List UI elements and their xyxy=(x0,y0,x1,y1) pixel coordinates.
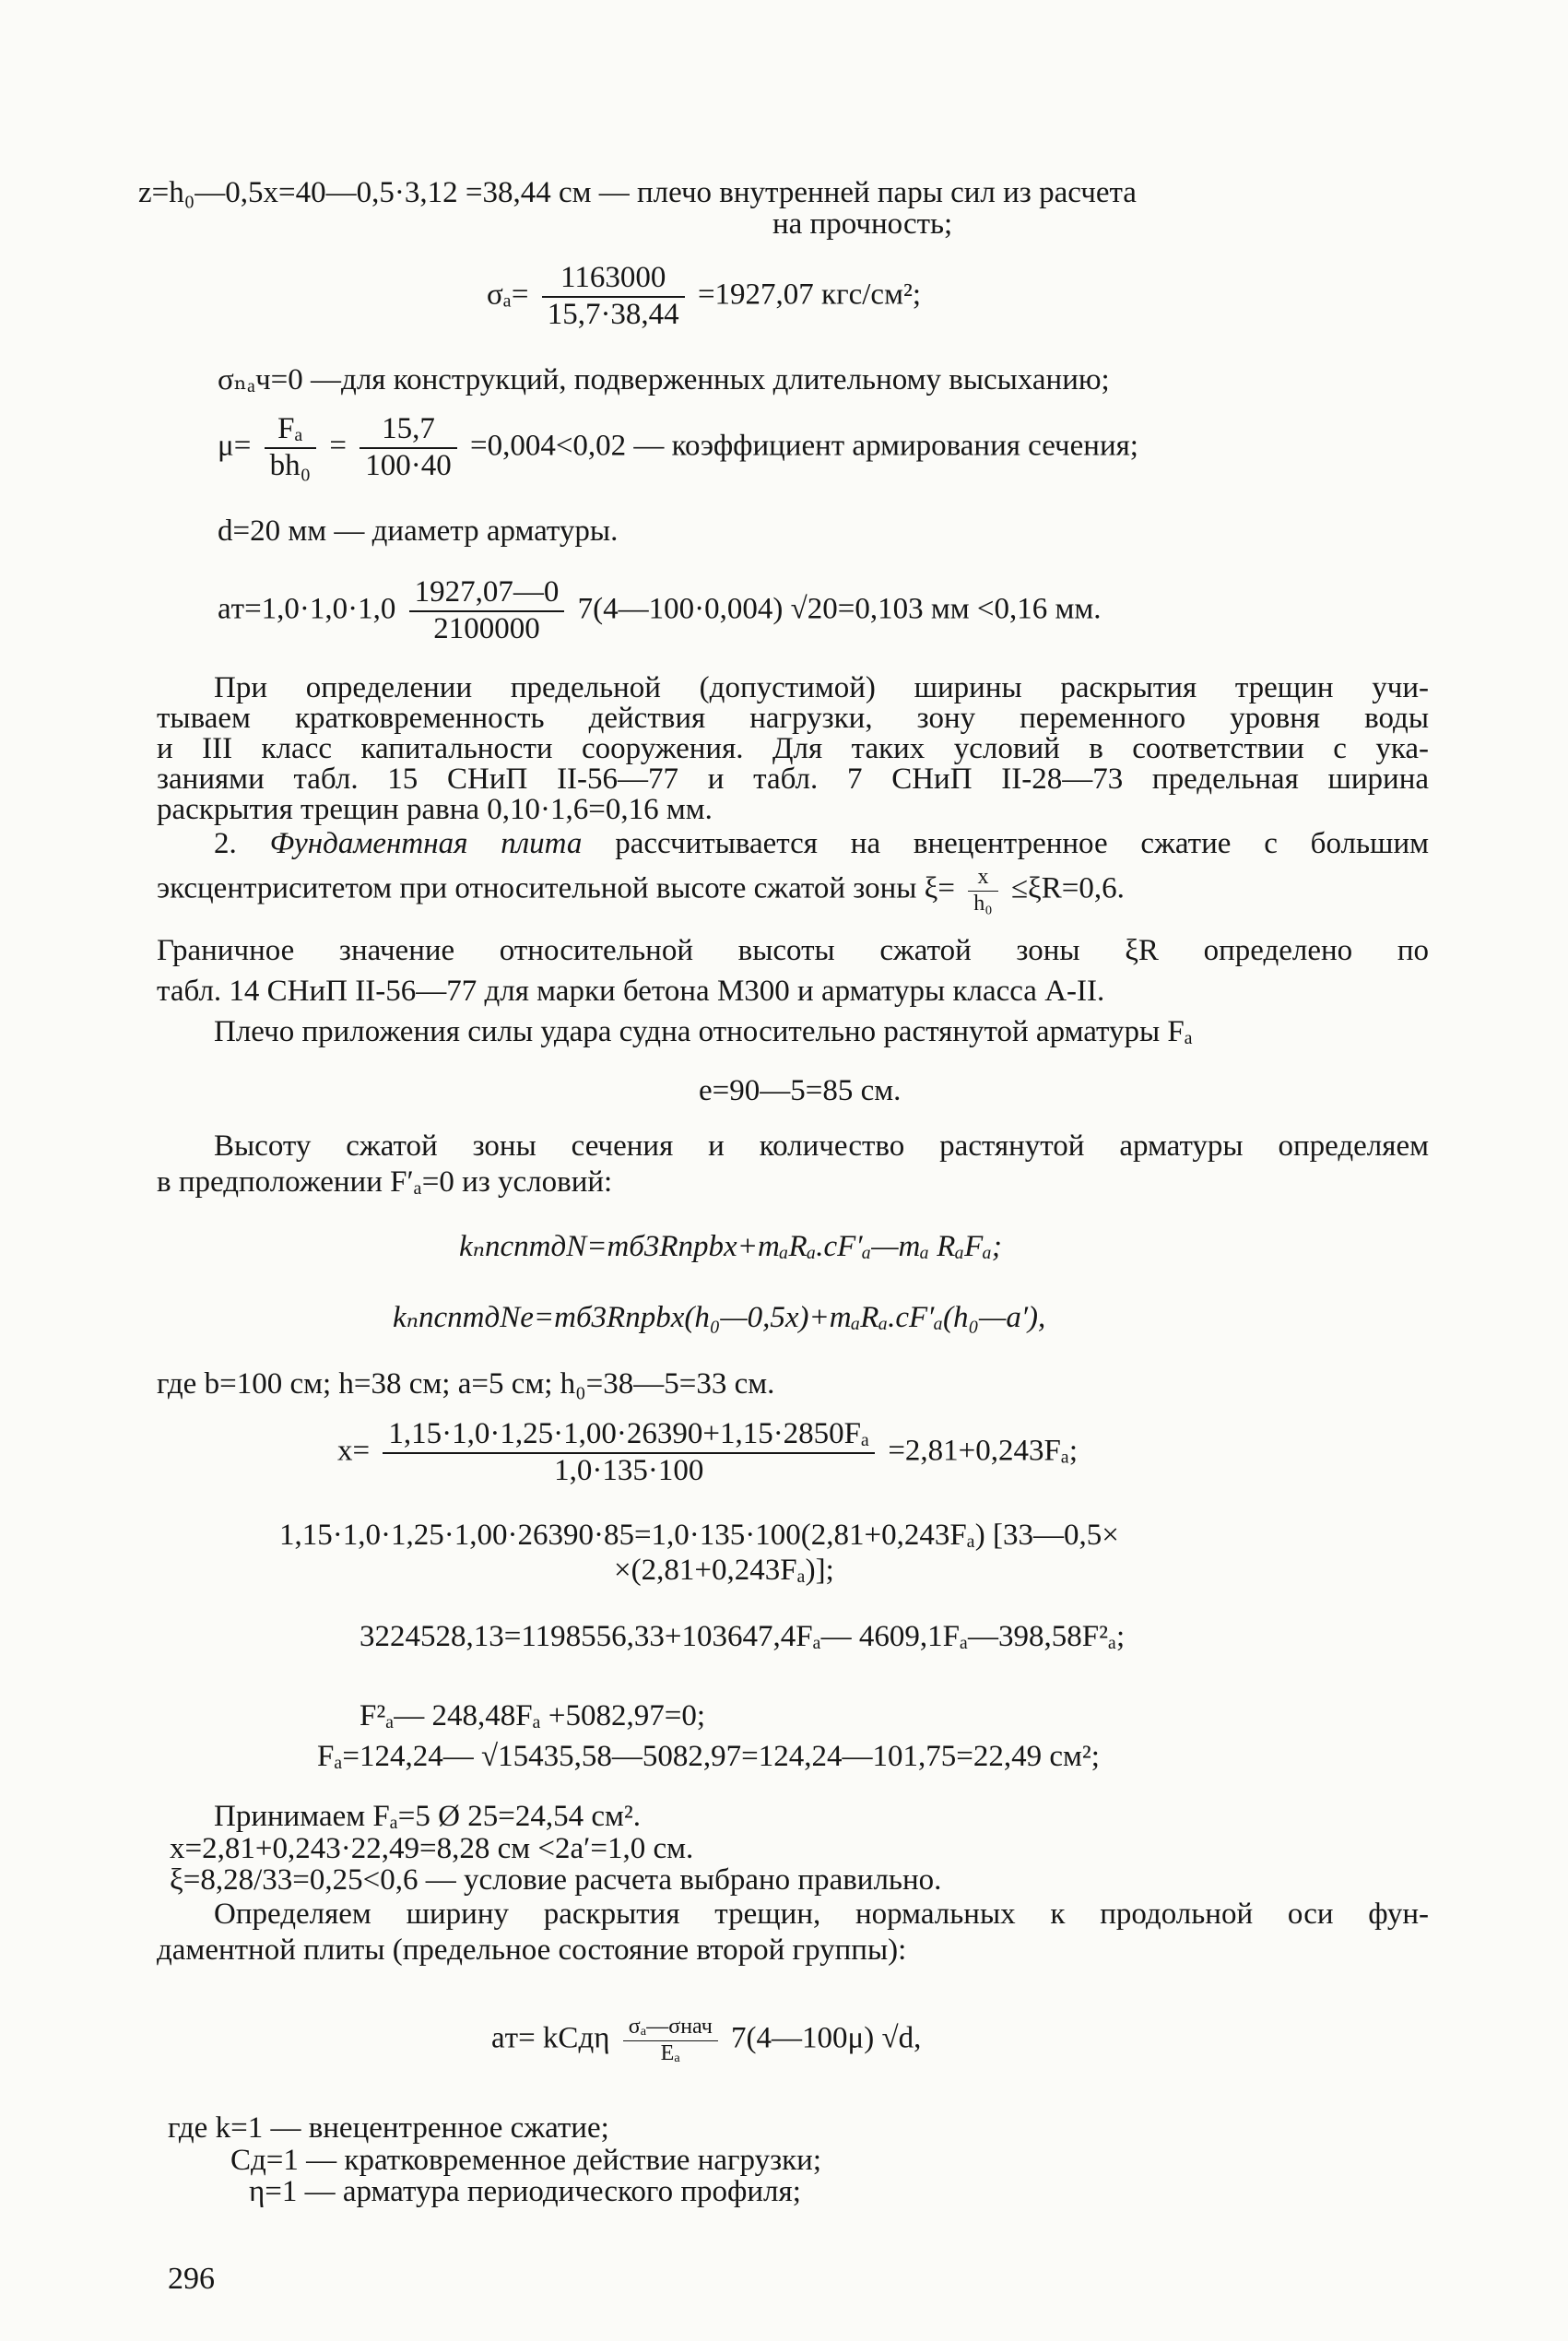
section-heading: Фундаментная плита xyxy=(269,827,583,860)
x-fraction: $\frac{\text{1,15·1,0·1,25·1,00·26390+1,15·2850Fₐ}}{1,0\cdot 135\cdot 100}$ xyxy=(383,1417,875,1489)
mu-fraction-symbolic: $\frac{\text{Fₐ}}{\text{bh₀}}$ xyxy=(265,412,317,484)
xi-fraction: $\frac{x}{\text{h₀}}$ xyxy=(968,865,997,916)
foundation-slab-line: 2. Фундаментная плита рассчитывается на внецентренное сжатие с большим xyxy=(214,827,1430,860)
paragraph-line: При определении предельной (допустимой) ширины раскрытия трещин учи- xyxy=(214,671,1429,704)
eccentricity-value: e=90—5=85 см. xyxy=(699,1074,902,1107)
reinforcement-area-result: Fₐ=124,24— √15435,58—5082,97=124,24—101,75=22,49 см²; xyxy=(317,1740,1100,1773)
moment-equation: 1,15·1,0·1,25·1,00·26390·85=1,0·135·100(2,81+0,243Fₐ) [33—0,5× xyxy=(279,1519,1119,1552)
sigma-fraction: $\frac{1163000}{15,7\cdot 38,44}$ xyxy=(542,261,685,333)
crack-width-formula: aт= kCдη $\frac{\text{σₐ—σнач}}{\text{Eₐ}}$ 7(4—100μ) √d, xyxy=(491,2015,922,2065)
paragraph-line: в предположении F′ₐ=0 из условий: xyxy=(157,1165,613,1199)
paragraph-line: Высоту сжатой зоны сечения и количество растянутой арматуры определяем xyxy=(214,1129,1429,1163)
page-number: 296 xyxy=(168,2262,215,2296)
paragraph-line: тываем кратковременность действия нагрузки, зону переменного уровня воды xyxy=(157,702,1429,735)
equilibrium-equation-1: kₙnсnmдN=mб3Rпрbx+mₐRₐ.сF′ₐ—mₐ RₐFₐ; xyxy=(459,1230,1002,1263)
sigma-formula: σₐ= $\frac{1163000}{15,7\cdot 38,44}$ =1927,07 кгс/см²; xyxy=(487,261,922,331)
equilibrium-equation-2: kₙnсnmдNe=mб3Rпрbx(h₀—0,5x)+mₐRₐ.сF′ₐ(h₀—a′), xyxy=(393,1301,1046,1334)
paragraph-line: Определяем ширину раскрытия трещин, нормальных к продольной оси фун- xyxy=(214,1898,1429,1931)
paragraph-line: Граничное значение относительной высоты сжатой зоны ξR определено по xyxy=(157,934,1429,967)
eta-line: η=1 — арматура периодического профиля; xyxy=(249,2175,801,2208)
eccentricity-line: эксцентриситетом при относительной высоте сжатой зоны ξ= $\frac{x}{\text{h₀}}$ ≤ξR=0,6. xyxy=(157,865,1125,916)
cd-line: Cд=1 — кратковременное действие нагрузки; xyxy=(230,2144,822,2177)
mu-fraction-numeric: $\frac{15,7}{100\cdot 40}$ xyxy=(360,412,457,484)
xi-check: ξ=8,28/33=0,25<0,6 — условие расчета выбрано правильно. xyxy=(170,1863,942,1897)
mu-formula: μ= $\frac{\text{Fₐ}}{\text{bh₀}}$ = $\frac{15,7}{100\cdot 40}$ =0,004<0,02 — коэффициент армирования сечения; xyxy=(218,412,1138,482)
crack-width-calc: aт=1,0·1,0·1,0 $\frac{1927,07—0}{2100000}$ 7(4—100·0,004) √20=0,103 мм <0,16 мм. xyxy=(218,575,1102,645)
lever-arm-formula-cont: на прочность; xyxy=(772,207,953,241)
paragraph-line: и III класс капитальности сооружения. Для таких условий в соответствии с ука- xyxy=(157,732,1429,765)
expanded-equation: 3224528,13=1198556,33+103647,4Fₐ— 4609,1Fₐ—398,58F²ₐ; xyxy=(360,1620,1126,1653)
x-formula: x= $\frac{\text{1,15·1,0·1,25·1,00·26390+1,15·2850Fₐ}}{1,0\cdot 135\cdot 100}$ =2,81+0,243Fₐ; xyxy=(337,1417,1079,1487)
paragraph-line: табл. 14 СНиП II-56—77 для марки бетона М300 и арматуры класса А-II. xyxy=(157,975,1105,1008)
paragraph-line: Плечо приложения силы удара судна относительно растянутой арматуры Fₐ xyxy=(214,1015,1193,1048)
diameter-line: d=20 мм — диаметр арматуры. xyxy=(218,514,619,548)
sigma-initial-line: σₙₐч=0 —для конструкций, подверженных длительному высыханию; xyxy=(218,363,1110,396)
paragraph-line: заниями табл. 15 СНиП II-56—77 и табл. 7 СНиП II-28—73 предельная ширина xyxy=(157,763,1429,796)
x-check: x=2,81+0,243·22,49=8,28 см <2a′=1,0 см. xyxy=(170,1832,694,1865)
accepted-reinforcement: Принимаем Fₐ=5 Ø 25=24,54 см². xyxy=(214,1800,641,1833)
crack-width-fraction: $\frac{1927,07—0}{2100000}$ xyxy=(409,575,565,647)
paragraph-line: даментной плиты (предельное состояние второй группы): xyxy=(157,1933,907,1967)
moment-equation-cont: ×(2,81+0,243Fₐ)]; xyxy=(614,1554,834,1587)
lever-arm-formula: z=h₀—0,5x=40—0,5·3,12 =38,44 см — плечо внутренней пары сил из расчета xyxy=(138,176,1137,209)
paragraph-line: раскрытия трещин равна 0,10·1,6=0,16 мм. xyxy=(157,793,713,826)
stress-fraction: $\frac{\text{σₐ—σнач}}{\text{Eₐ}}$ xyxy=(623,2015,718,2066)
where-k-line: где k=1 — внецентренное сжатие; xyxy=(168,2111,609,2145)
where-line: где b=100 см; h=38 см; a=5 см; h₀=38—5=33 см. xyxy=(157,1367,775,1401)
quadratic-equation: F²ₐ— 248,48Fₐ +5082,97=0; xyxy=(360,1699,706,1732)
